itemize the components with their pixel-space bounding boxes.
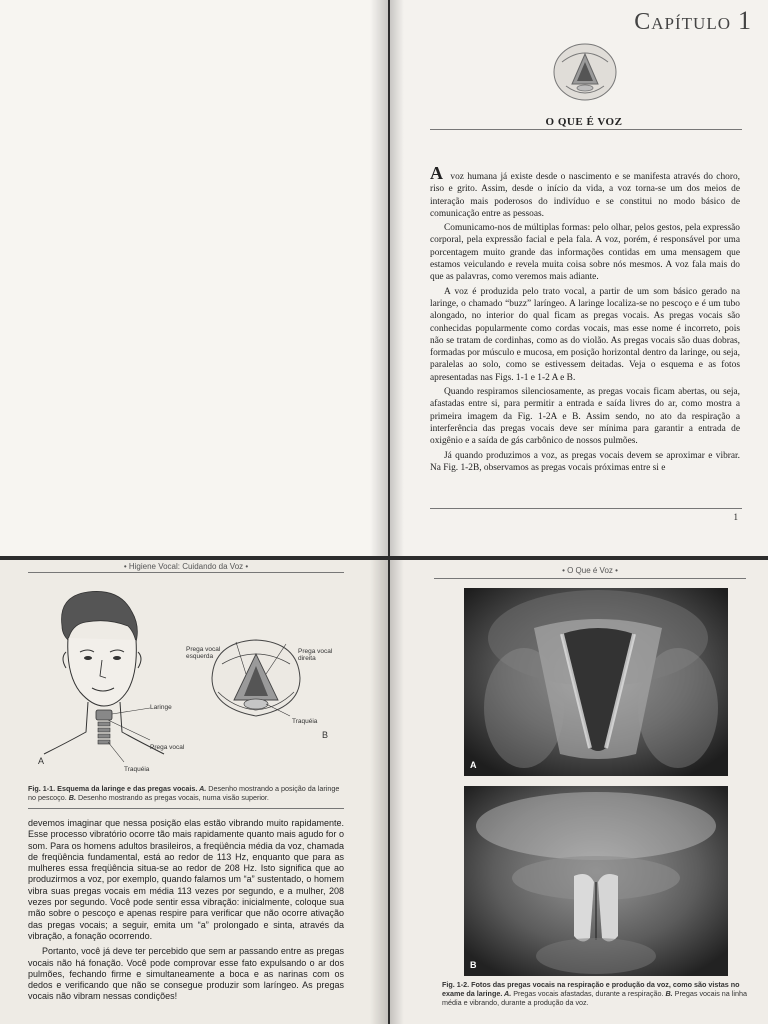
figure-1-1-page (0, 560, 388, 1024)
photo-letter-a: A (470, 760, 477, 770)
chapter-title-rule (430, 129, 742, 130)
paragraph: Já quando produzimos a voz, as pregas vocais devem se aproximar e vibrar. Na Fig. 1-2B, observamos as pregas vocais próximas entre si e (430, 450, 740, 473)
figure-1-2-page (390, 560, 768, 1024)
paragraph: devemos imaginar que nessa posição elas estão vibrando muito rapidamente. Esse processo vibratório ocorre tão mais rapidamente quanto mais agudo for o som. Para os homens adultos brasileiros, a freqüência média da voz, chamada de freqüência fundamental, está ao redor de 113 Hz, enquanto que para as mulheres essa freqüência situa-se ao redor de 208 Hz. Isto significa que ao produzirmos a voz, por exemplo, quando falamos um “a” sustentado, o homem vibra suas pregas vocais em média 113 vezes por segundo, e a mulher, 208 vezes por segundo. Você pode sentir essa vibração: inicialmente, coloque sua mão sobre o pescoço e apenas respire para verificar que não ocorre ativação das pregas vocais; a seguir, emita um “a” prolongado e sinta, através da vibração, a fonação ocorrendo. (28, 818, 344, 941)
laryngoscopy-photo-b (464, 786, 728, 976)
caption-b-text: Pregas vocais na linha média e vibrando, durante a produção da voz. (442, 989, 747, 1007)
gutter-shadow (370, 0, 388, 556)
caption-lead: Fig. 1-1. Esquema da laringe e das pregas vocais. (28, 784, 198, 793)
running-head: • Higiene Vocal: Cuidando da Voz • (123, 562, 249, 571)
caption-a-text: Pregas vocais afastadas, durante a respiração. (511, 989, 664, 998)
label-laringe: Laringe (150, 704, 172, 711)
label-prega-vocal-direita: Prega vocal direita (298, 648, 333, 662)
caption-lead: Fig. 1-2. Fotos das pregas vocais na respiração e produção da voz, como são vistas no exame da laringe. (442, 980, 740, 998)
chapter-title: O QUE É VOZ (545, 116, 623, 128)
drop-cap: A (430, 163, 443, 183)
photo-letter-b: B (470, 960, 477, 970)
paragraph: Comunicamo-nos de múltiplas formas: pelo olhar, pelos gestos, pela expressão corporal, pela expressão facial e pela fala. A voz, porém, é responsável por uma porcentagem muito grande das informações contidas em uma mensagem que estamos veiculando e revela muita coisa sobre nós mesmos. A voz fala mais do que as palavras, como veremos mais adiante. (430, 223, 740, 283)
running-head: • O Que é Voz • (562, 566, 618, 575)
paragraph-text: voz humana já existe desde o nascimento e se manifesta através do choro, riso e grito. Assim, desde o início da vida, a voz torna-se um dos meios de interação mais poderosos do indivíduo e se constitui no modo básico de comunicação entre as pessoas. (430, 172, 740, 219)
bleed-through-ghost-text (0, 0, 13, 238)
gutter-shadow (390, 0, 404, 556)
page-number: 1 (733, 512, 738, 522)
chapter-word: Capítulo (634, 9, 731, 35)
chapter-opening-page (390, 0, 768, 556)
running-head-rule (434, 578, 746, 579)
caption-letter-b: B. (66, 793, 76, 802)
chapter-body-text (430, 163, 740, 476)
gutter-shadow (390, 560, 404, 1024)
chapter-heading (634, 6, 752, 36)
larynx-chapter-icon (550, 40, 620, 104)
caption-letter-a: A. (197, 784, 207, 793)
paragraph: Quando respiramos silenciosamente, as pregas vocais ficam abertas, ou seja, afastadas entre si, para permitir a entrada e saída livres do ar, como mostra a primeira imagem da Fig. 1-2A e B. Assim sendo, no ato da respiração a interferência das pregas vocais deve ser mínima para garantir a entrada de oxigênio e a saída de gás carbônico de nossos pulmões. (430, 387, 740, 447)
caption-b-text: Desenho mostrando as pregas vocais, numa visão superior. (75, 793, 269, 802)
figure-1-2-caption (442, 980, 750, 1007)
footer-rule (430, 508, 742, 509)
laryngoscopy-photo-a (464, 588, 728, 776)
label-traqueia-b: Traquéia (292, 718, 318, 725)
page-body-text (28, 818, 344, 1007)
figure-1-1-caption (28, 784, 344, 802)
caption-letter-b: B. (663, 989, 673, 998)
paragraph: A voz é produzida pelo trato vocal, a partir de um som básico gerado na laringe, o chamado “buzz” laríngeo. A laringe localiza-se no pescoço e é um tubo alongado, no interior do qual ficam as pregas vocais. As pregas vocais são conhecidas popularmente como cordas vocais, mas esse nome é incorreto, pois não se tratam de cordinhas, como as do violão. As pregas vocais são duas dobras, formadas por músculo e mucosa, em posição horizontal dentro da laringe, ou seja, paralelas ao solo, como se estivessem deitadas. Veja o esquema e as fotos apresentadas nas Figs. 1-1 e 1-2 A e B. (430, 286, 740, 383)
figure-letter-b: B (322, 730, 329, 740)
running-head-rule (28, 572, 344, 573)
gutter-shadow (370, 560, 388, 1024)
caption-a-text: Desenho mostrando a posição da laringe no pescoço. (28, 784, 340, 802)
vocal-folds-closed-photo (464, 786, 728, 976)
figure-letter-a: A (38, 756, 45, 766)
caption-rule (28, 808, 344, 809)
label-prega-vocal-esquerda: Prega vocal esquerda (186, 646, 221, 660)
paragraph: Portanto, você já deve ter percebido que sem ar passando entre as pregas vocais não há fonação. Você pode comprovar esse fato expulsando o ar dos pulmões, fechando firme e simultaneamente a boca e as narinas com os dedos e verificando que não se consegue produzir som laríngeo. As pregas vocais não vibram nessas condições! (28, 946, 344, 1002)
paragraph (430, 163, 740, 220)
label-prega-vocal: Prega vocal (150, 744, 185, 751)
caption-letter-a: A. (502, 989, 512, 998)
vocal-folds-open-photo (464, 588, 728, 776)
chapter-number: 1 (738, 6, 752, 35)
blank-page-with-bleed-through (0, 0, 388, 556)
label-traqueia-a: Traquéia (124, 766, 150, 773)
